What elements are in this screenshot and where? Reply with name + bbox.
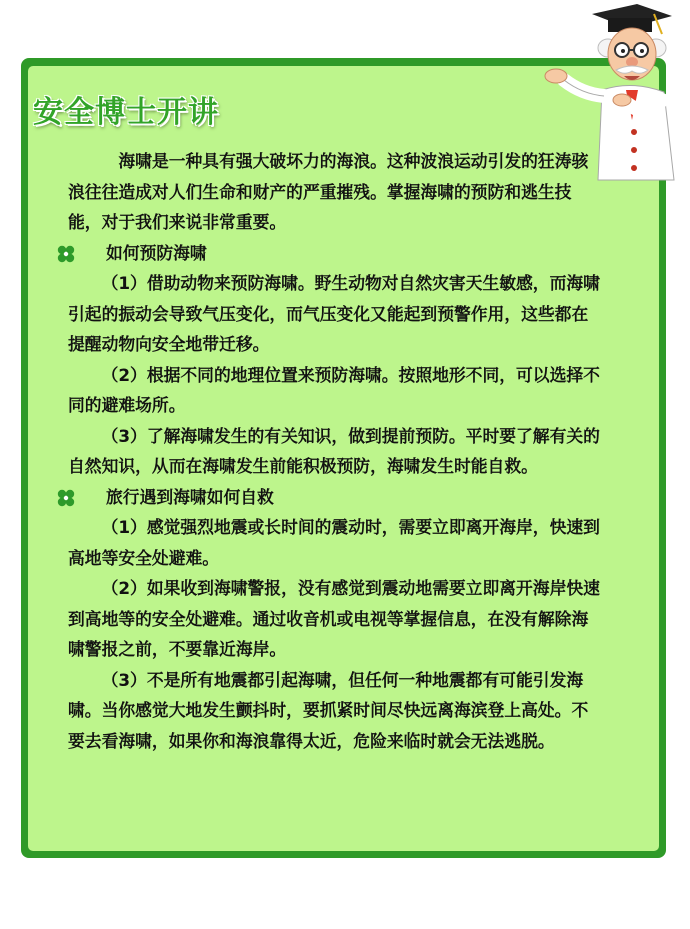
clover-icon — [56, 245, 76, 263]
list-item: （1）借助动物来预防海啸。野生动物对自然灾害天生敏感，而海啸引起的振动会导致气压变化，而气压变化又能起到预警作用，这些都在提醒动物向安全地带迁移。 — [68, 273, 600, 354]
list-item: （3）不是所有地震都引起海啸，但任何一种地震都有可能引发海啸。当你感觉大地发生颤抖时，要抓紧时间尽快远离海滨登上高处。不要去看海啸，如果你和海浪靠得太近，危险来临时就会无法逃脱。 — [68, 669, 589, 751]
professor-doctor-icon — [542, 0, 690, 190]
list-item: （1）感觉强烈地震或长时间的震动时，需要立即离开海岸，快速到高地等安全处避难。 — [68, 517, 600, 568]
list-item: （2）根据不同的地理位置来预防海啸。按照地形不同，可以选择不同的避难场所。 — [68, 364, 600, 415]
section-heading-text: 旅行遇到海啸如何自救 — [106, 486, 274, 507]
article-body — [68, 146, 604, 756]
list-item: （2）如果收到海啸警报，没有感觉到震动地需要立即离开海岸快速到高地等的安全处避难。通过收音机或电视等掌握信息，在没有解除海啸警报之前，不要靠近海岸。 — [68, 578, 600, 659]
page-title: 安全博士开讲 — [33, 95, 219, 130]
section-heading-prevention — [68, 238, 604, 269]
section-heading-text: 如何预防海啸 — [106, 242, 207, 263]
clover-icon — [56, 489, 76, 507]
section-heading-self-rescue — [68, 482, 604, 513]
intro-paragraph: 海啸是一种具有强大破坏力的海浪。这种波浪运动引发的狂涛骇浪往往造成对人们生命和财产的严重摧残。掌握海啸的预防和逃生技能，对于我们来说非常重要。 — [68, 151, 589, 232]
list-item: （3）了解海啸发生的有关知识，做到提前预防。平时要了解有关的自然知识，从而在海啸发生前能积极预防，海啸发生时能自救。 — [68, 425, 600, 476]
